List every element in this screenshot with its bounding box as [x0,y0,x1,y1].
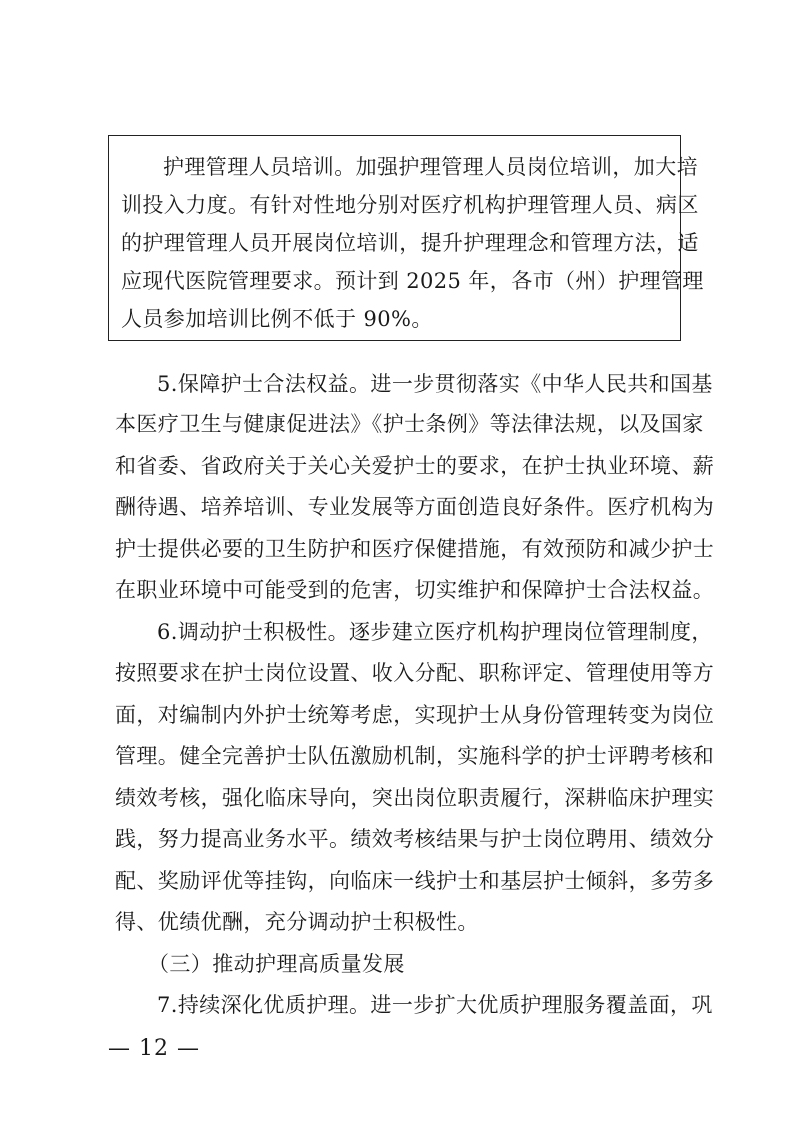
highlight-box [108,135,704,341]
paragraph-line: 绩效考核，强化临床导向，突出岗位职责履行，深耕临床护理实 [115,786,715,810]
paragraph-line: 护士提供必要的卫生防护和医疗保健措施，有效预防和减少护士 [115,537,715,561]
paragraph-line: 本医疗卫生与健康促进法》《护士条例》等法律法规，以及国家 [115,412,704,436]
page-number: — 12 — [108,1036,200,1061]
box-line: 应现代医院管理要求。预计到 2025 年，各市（州）护理管理 [121,269,704,293]
paragraph-line: 7.持续深化优质护理。进一步扩大优质护理服务覆盖面，巩 [157,993,713,1017]
paragraph-line: 管理。健全完善护士队伍激励机制，实施科学的护士评聘考核和 [115,744,715,768]
paragraph-line: 配、奖励评优等挂钩，向临床一线护士和基层护士倾斜，多劳多 [115,869,715,893]
paragraph-line: 6.调动护士积极性。逐步建立医疗机构护理岗位管理制度， [157,620,713,644]
paragraph-line: 和省委、省政府关于关心关爱护士的要求，在护士执业环境、薪 [115,454,715,478]
box-line: 的护理管理人员开展岗位培训，提升护理理念和管理方法，适 [121,231,699,255]
paragraph-line: 在职业环境中可能受到的危害，切实维护和保障护士合法权益。 [115,578,715,602]
paragraph-line: 酬待遇、培养培训、专业发展等方面创造良好条件。医疗机构为 [115,495,715,519]
box-line: 人员参加培训比例不低于 90%。 [121,307,433,331]
paragraph-line: 面，对编制内外护士统筹考虑，实现护士从身份管理转变为岗位 [115,703,715,727]
paragraph-line: 按照要求在护士岗位设置、收入分配、职称评定、管理使用等方 [115,661,715,685]
paragraph-line: 得、优绩优酬，充分调动护士积极性。 [115,910,479,934]
box-line: 护理管理人员培训。加强护理管理人员岗位培训，加大培 [163,155,698,179]
box-line: 训投入力度。有针对性地分别对医疗机构护理管理人员、病区 [121,193,699,217]
paragraph-line: 践，努力提高业务水平。绩效考核结果与护士岗位聘用、绩效分 [115,827,715,851]
paragraph-line: 5.保障护士合法权益。进一步贯彻落实《中华人民共和国基 [157,372,713,396]
section-heading: （三）推动护理高质量发展 [148,952,405,976]
